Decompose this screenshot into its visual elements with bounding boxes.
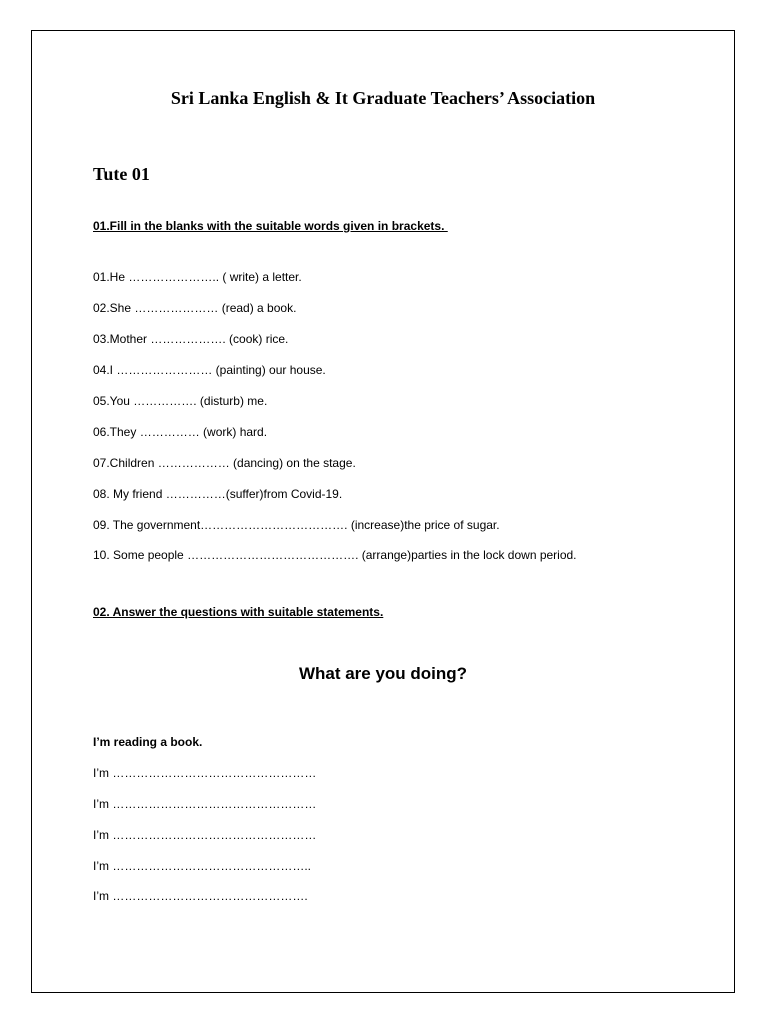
exercise-item-5: 05.You ……………. (disturb) me. — [93, 394, 268, 408]
exercise-item-3: 03.Mother ………………. (cook) rice. — [93, 332, 289, 346]
answer-example: I’m reading a book. — [93, 735, 203, 749]
tute-title: Tute 01 — [93, 164, 150, 184]
section-1-heading: 01.Fill in the blanks with the suitable words given in brackets. — [93, 219, 448, 233]
exercise-item-2: 02.She ………………… (read) a book. — [93, 301, 297, 315]
exercise-item-8: 08. My friend ……………(suffer)from Covid-19. — [93, 487, 343, 501]
answer-line-3: I’m …………………………………………… — [93, 828, 317, 842]
question-heading: What are you doing? — [298, 664, 468, 683]
exercise-item-10: 10. Some people ……………………………………. (arrange)parties in the lock down period. — [93, 548, 577, 562]
exercise-item-1: 01.He ………………….. ( write) a letter. — [93, 270, 302, 284]
section-2-heading: 02. Answer the questions with suitable statements. — [93, 605, 384, 619]
answer-line-4: I’m ………………………………………….. — [93, 859, 311, 873]
answer-line-1: I’m …………………………………………… — [93, 766, 317, 780]
exercise-item-6: 06.They …………… (work) hard. — [93, 425, 268, 439]
answer-line-5: I’m …………………………………………. — [93, 889, 308, 903]
exercise-item-9: 09. The government………………………………. (increase)the price of sugar. — [93, 518, 500, 532]
exercise-item-4: 04.I …………………… (painting) our house. — [93, 363, 326, 377]
organization-title: Sri Lanka English & It Graduate Teachers’ Association — [170, 88, 596, 108]
answer-line-2: I’m …………………………………………… — [93, 797, 317, 811]
exercise-item-7: 07.Children ……………… (dancing) on the stage. — [93, 456, 356, 470]
